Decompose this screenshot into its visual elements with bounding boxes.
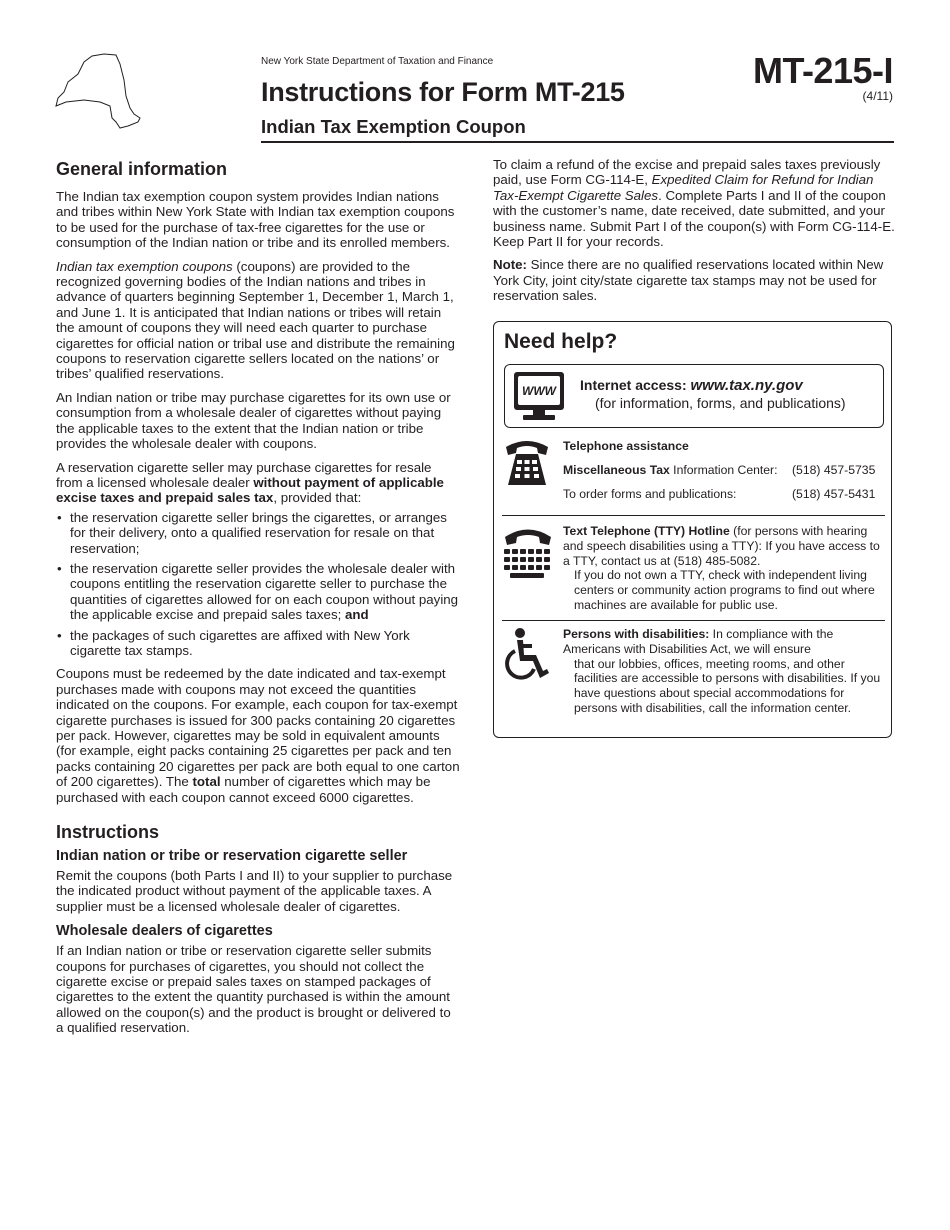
- instructions-seller-text: Remit the coupons (both Parts I and II) to your supplier to purchase the indicated product without payment of the applicable taxes. A supplier must be a licensed wholesale dealer of cigarettes.: [56, 868, 453, 914]
- refund-form-title: Expedited Claim for Refund for Indian Tax-Exempt Cigarette Sales: [493, 172, 874, 203]
- instructions-wholesale-text: If an Indian nation or tribe or reservation cigarette seller submits coupons for purchases of cigarettes, you should not collect the cigarette excise or prepaid sales taxes on stamped packages of cigarettes to the extent the quantity purchased is within the amount allowed on the coupon(s) and the product is brought or delivered to a qualified reservation.: [56, 943, 451, 1036]
- telephone-assistance: [563, 439, 887, 501]
- accessibility-icon: [502, 627, 552, 683]
- header-rule: [261, 141, 894, 143]
- internet-access-box: [504, 364, 884, 428]
- page-subtitle: Indian Tax Exemption Coupon: [261, 116, 526, 137]
- tty-text-2: If you do not own a TTY, check with independent living centers or community action programs to find out where machines are available for public use.: [574, 568, 875, 612]
- coupons-term: Indian tax exemption coupons: [56, 258, 233, 274]
- revision-date: (4/11): [862, 89, 893, 103]
- paragraph-4-bold: without payment of applicable excise taxes and prepaid sales tax: [56, 474, 444, 506]
- refund-lead: To claim a refund of the excise and prepaid sales taxes previously paid, use Form CG-114-E,: [493, 157, 881, 188]
- section-divider: [502, 515, 885, 516]
- paragraph-5-bold: total: [192, 774, 221, 790]
- list-item: [56, 561, 460, 623]
- general-paragraph-2-text: (coupons) are provided to the recognized governing bodies of the Indian nations and tribes in advance of quarters beginning September 1, December 1, March 1, and June 1. It is anticipated that Indian nations or tribes will retain the amount of coupons they will need each quarter to purchase cigarettes for official nation or tribal use and distribute the remaining coupons to reservation cigarette sellers located on the nations’ or tribes’ qualified reservations.: [56, 258, 455, 382]
- note-label: Note:: [493, 257, 527, 273]
- website-link[interactable]: www.tax.ny.gov: [690, 377, 803, 394]
- list-item: • the reservation cigarette seller brings the cigarettes, or arranges for their delivery, onto a qualified reservation for resale on that reservation;: [56, 510, 460, 556]
- note-text: Since there are no qualified reservations located within New York City, joint city/state cigarette tax stamps may not be used for reservation sales.: [493, 257, 884, 304]
- telephone-icon: [502, 437, 552, 489]
- general-paragraph-4: [56, 460, 460, 506]
- www-label: WWW: [522, 384, 556, 398]
- paragraph-4-tail: , provided that:: [273, 490, 362, 506]
- tty-icon: [502, 525, 554, 581]
- order-forms-phone[interactable]: (518) 457-5431: [792, 486, 876, 501]
- general-paragraph-1: The Indian tax exemption coupon system provides Indian nations and tribes within New York State with Indian tax exemption coupons to be used for the purchase of tax-free cigarettes for the use or consumption of the Indian nation or tribe and its enrolled members.: [56, 189, 455, 251]
- left-column: [56, 158, 460, 1044]
- note-paragraph: [493, 257, 896, 303]
- tty-line-1: [563, 524, 887, 568]
- disabilities-bold: Persons with disabilities:: [563, 627, 710, 641]
- disabilities-line-1: [563, 627, 887, 657]
- disabilities-text-2: that our lobbies, offices, meeting rooms, and other facilities are accessible to persons with disabilities. If you have questions about special accommodations for persons with disabilities, call the information center.: [574, 656, 881, 715]
- general-information-heading: General information: [56, 159, 228, 179]
- misc-tax-rest: Information Center:: [669, 462, 778, 477]
- paragraph-4-lead: A reservation cigarette seller may purchase cigarettes for resale from a licensed wholesale dealer: [56, 459, 432, 490]
- bullet-2-and: and: [344, 607, 369, 623]
- misc-tax-label: [563, 463, 792, 478]
- tty-text-1: (for persons with hearing and speech disabilities using a TTY): If you have access to a TTY, contact us at (518) 485-5082.: [563, 524, 880, 568]
- misc-tax-phone[interactable]: (518) 457-5735: [792, 462, 876, 477]
- general-paragraph-2: [56, 259, 460, 382]
- new-york-state-map-logo: [54, 52, 144, 134]
- order-forms-label: To order forms and publications:: [563, 486, 737, 501]
- need-help-box: [493, 321, 892, 738]
- internet-label: Internet access:: [580, 377, 691, 393]
- misc-tax-bold: Miscellaneous Tax: [563, 462, 670, 477]
- internet-description: (for information, forms, and publications): [595, 395, 846, 411]
- section-divider: [502, 620, 885, 621]
- general-paragraph-5: [56, 666, 460, 805]
- instructions-subheading-seller: Indian nation or tribe or reservation cigarette seller: [56, 848, 408, 865]
- bullet-2-text: the reservation cigarette seller provides the wholesale dealer with coupons entitling the reservation cigarette seller to purchase the quantities of cigarettes allowed for on each coupon without paying the applicable excise and prepaid sales taxes;: [70, 560, 459, 623]
- refund-paragraph: [493, 157, 896, 249]
- instructions-heading: Instructions: [56, 822, 160, 843]
- general-paragraph-3: An Indian nation or tribe may purchase cigarettes for its own use or consumption from a wholesale dealer of cigarettes without paying the applicable taxes to the extent that the Indian nation or tribe provides the wholesale dealer with coupons.: [56, 389, 451, 452]
- disabilities-text-1: In compliance with the Americans with Disabilities Act, we will ensure: [563, 627, 834, 656]
- computer-monitor-icon: [511, 370, 567, 424]
- internet-access-line: [580, 377, 803, 394]
- paragraph-5-tail: number of cigarettes which may be purchased with each coupon cannot exceed 6000 cigarettes.: [56, 774, 431, 805]
- department-name: New York State Department of Taxation and Finance: [261, 56, 494, 67]
- list-item: • the packages of such cigarettes are affixed with New York cigarette tax stamps.: [56, 628, 460, 659]
- instructions-subheading-wholesale: Wholesale dealers of cigarettes: [56, 923, 273, 940]
- paragraph-5-lead: Coupons must be redeemed by the date indicated and tax-exempt purchases made with coupons may not exceed the quantities indicated on the coupons. For example, each coupon for tax-exempt cigarette purchases is issued for 300 packs containing 20 cigarettes per pack. However, cigarettes may be sold in equivalent amounts (for example, eight packs containing 25 cigarettes per pack and ten packs containing 20 cigarettes per pack are both equal to one carton of 200 cigarettes). The: [56, 666, 460, 790]
- form-number: MT-215-I: [752, 50, 893, 91]
- refund-tail: . Complete Parts I and II of the coupon with the customer’s name, date received, date submitted, and your business name. Submit Part I of the coupon(s) with Form CG-114-E. Keep Part II for your records.: [493, 187, 895, 250]
- page-title: Instructions for Form MT-215: [261, 77, 625, 107]
- conditions-list: [56, 510, 460, 659]
- persons-with-disabilities: [563, 627, 887, 716]
- need-help-title: Need help?: [504, 330, 618, 353]
- right-column: [493, 157, 896, 312]
- tty-bold: Text Telephone (TTY) Hotline: [563, 524, 730, 538]
- tty-hotline: [563, 524, 887, 613]
- telephone-heading: Telephone assistance: [563, 439, 689, 453]
